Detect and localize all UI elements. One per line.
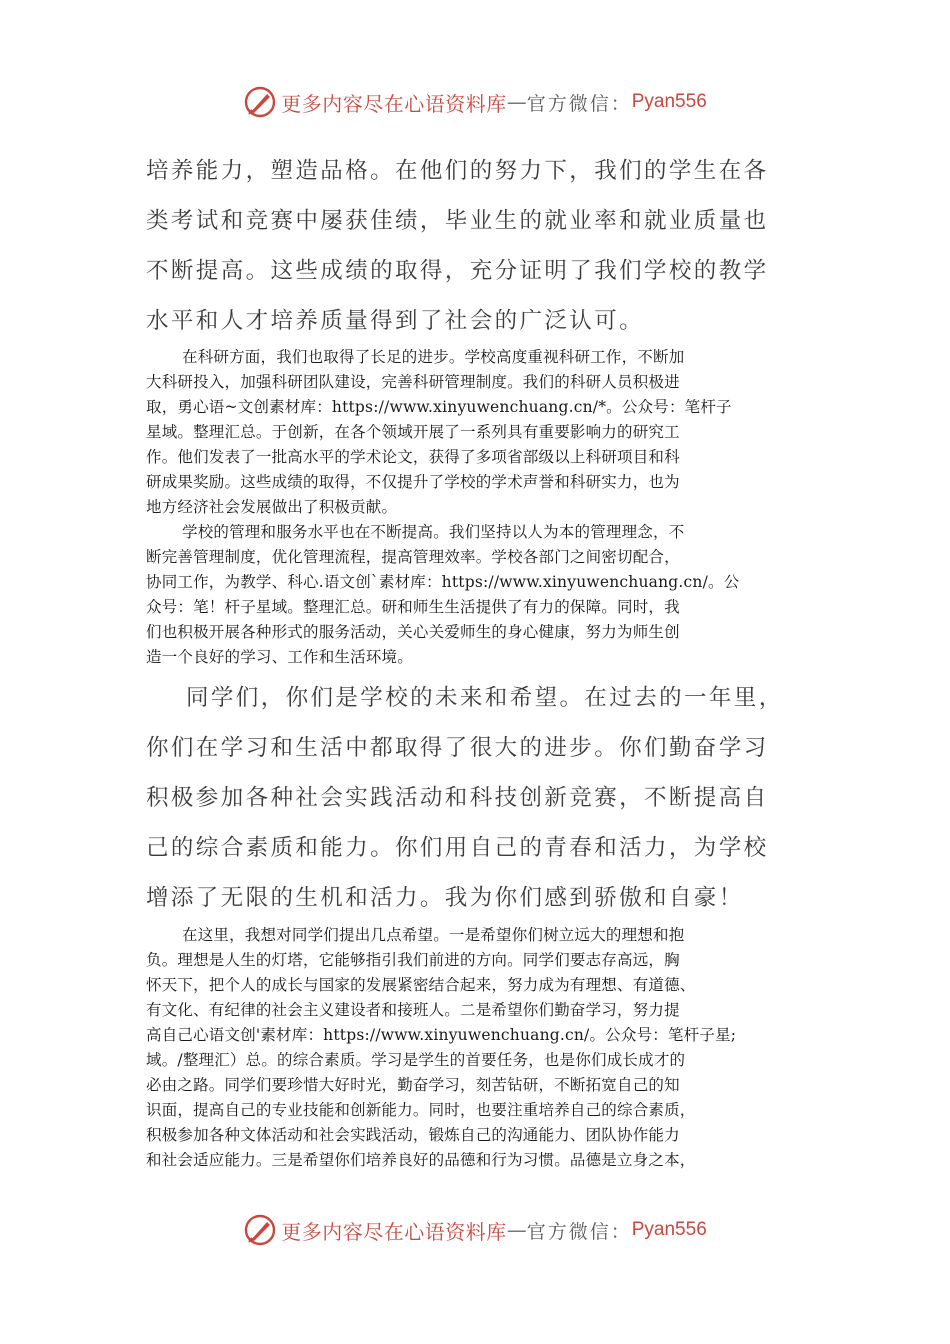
text-line: 域。/整理汇）总。的综合素质。学习是学生的首要任务，也是你们成长成才的	[146, 1051, 686, 1069]
text-line: 和社会适应能力。三是希望你们培养良好的品德和行为习惯。品德是立身之本，	[146, 1151, 696, 1169]
text-line: 有文化、有纪律的社会主义建设者和接班人。二是希望你们勤奋学习，努力提	[146, 1001, 680, 1019]
text-line: 星域。整理汇总。于创新，在各个领域开展了一系列具有重要影响力的研究工	[146, 423, 680, 441]
text-line: 积极参加各种文体活动和社会实践活动，锻炼自己的沟通能力、团队协作能力	[146, 1126, 680, 1144]
paragraph-large-1	[146, 146, 806, 346]
paragraph-large-students	[146, 673, 806, 923]
paragraph-small-research	[146, 345, 806, 520]
text-line: 同学们，你们是学校的未来和希望。在过去的一年里，	[186, 685, 784, 711]
text-line: 怀天下，把个人的成长与国家的发展紧密结合起来，努力成为有理想、有道德、	[146, 976, 696, 994]
text-line: 在科研方面，我们也取得了长足的进步。学校高度重视科研工作，不断加	[182, 348, 685, 366]
banner-site-text: 更多内容尽在心语资料库	[281, 91, 507, 116]
banner-wechat-label: 官方微信：	[526, 1220, 632, 1243]
text-line: 们也积极开展各种形式的服务活动，关心关爱师生的身心健康，努力为师生创	[146, 623, 680, 641]
text-line: 众号：笔！杆子星域。整理汇总。研和师生生活提供了有力的保障。同时，我	[146, 598, 680, 616]
text-line: 协同工作，为教学、科心.语文创`素材库：https://www.xinyuwenchuang.cn/。公	[146, 573, 740, 591]
footer-banner	[0, 1208, 950, 1252]
paragraph-small-hopes	[146, 923, 806, 1173]
text-line: 作。他们发表了一批高水平的学术论文，获得了多项省部级以上科研项目和科	[146, 448, 680, 466]
text-line: 在这里，我想对同学们提出几点希望。一是希望你们树立远大的理想和抱	[182, 926, 685, 944]
text-line: 研成果奖励。这些成绩的取得，不仅提升了学校的学术声誉和科研实力，也为	[146, 473, 680, 491]
text-line: 断完善管理制度，优化管理流程，提高管理效率。学校各部门之间密切配合，	[146, 548, 680, 566]
banner-separator: —	[506, 90, 527, 114]
text-line: 类考试和竞赛中屡获佳绩，毕业生的就业率和就业质量也	[146, 208, 769, 234]
quill-logo-icon	[243, 85, 277, 119]
text-line: 培养能力，塑造品格。在他们的努力下，我们的学生在各	[146, 158, 769, 184]
banner-wechat-id: Pyan556	[631, 91, 707, 112]
text-line: 不断提高。这些成绩的取得，充分证明了我们学校的教学	[146, 258, 769, 284]
banner-wechat-label: 官方微信：	[526, 92, 632, 115]
text-line: 取，勇心语~文创素材库：https://www.xinyuwenchuang.cn/*。公众号：笔杆子	[146, 398, 732, 416]
text-line: 识面，提高自己的专业技能和创新能力。同时，也要注重培养自己的综合素质，	[146, 1101, 696, 1119]
text-line: 地方经济社会发展做出了积极贡献。	[146, 498, 398, 516]
banner-site-text: 更多内容尽在心语资料库	[281, 1219, 507, 1244]
paragraph-small-management	[146, 520, 806, 670]
text-line: 增添了无限的生机和活力。我为你们感到骄傲和自豪！	[146, 885, 744, 911]
text-line: 大科研投入，加强科研团队建设，完善科研管理制度。我们的科研人员积极进	[146, 373, 680, 391]
text-line: 你们在学习和生活中都取得了很大的进步。你们勤奋学习	[146, 735, 769, 761]
header-banner	[0, 80, 950, 124]
banner-wechat-id: Pyan556	[631, 1219, 707, 1240]
text-line: 学校的管理和服务水平也在不断提高。我们坚持以人为本的管理理念，不	[182, 523, 685, 541]
text-line: 水平和人才培养质量得到了社会的广泛认可。	[146, 308, 645, 334]
text-line: 己的综合素质和能力。你们用自己的青春和活力，为学校	[146, 835, 769, 861]
text-line: 造一个良好的学习、工作和生活环境。	[146, 648, 413, 666]
text-line: 必由之路。同学们要珍惜大好时光，勤奋学习，刻苦钻研，不断拓宽自己的知	[146, 1076, 680, 1094]
text-line: 高自己心语文创'素材库：https://www.xinyuwenchuang.cn/。公众号：笔杆子星;	[146, 1026, 737, 1044]
banner-separator: —	[506, 1218, 527, 1242]
text-line: 负。理想是人生的灯塔，它能够指引我们前进的方向。同学们要志存高远，胸	[146, 951, 680, 969]
quill-logo-icon	[243, 1213, 277, 1247]
text-line: 积极参加各种社会实践活动和科技创新竞赛，不断提高自	[146, 785, 769, 811]
